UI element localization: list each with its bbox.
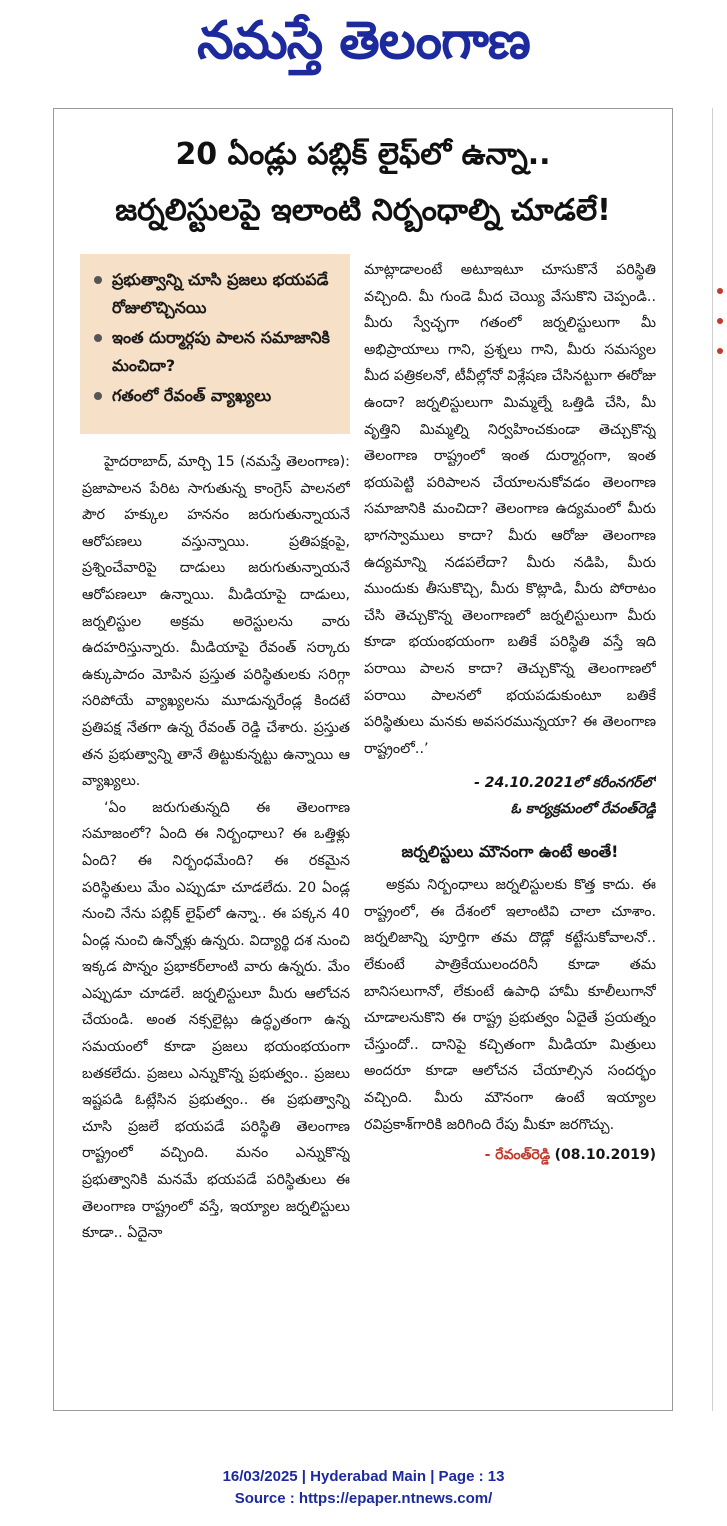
article-clipping	[53, 108, 673, 1411]
subheading: జర్నలిస్టులు మౌనంగా ఉంటే అంతే!	[401, 842, 619, 862]
byline-name: - రేవంత్‌రెడ్డి	[484, 1147, 551, 1164]
headline-line-2: జర్నలిస్టులపై ఇలాంటి నిర్బంధాల్ని చూడలే!	[115, 193, 611, 228]
adjacent-page-edge	[712, 108, 727, 1411]
highlight-item	[94, 324, 340, 380]
highlights-box	[80, 254, 350, 434]
newspaper-logo-title: నమస్తే తెలంగాణ	[197, 11, 530, 71]
edge-dot-icon	[717, 318, 723, 324]
attribution-line-1: - 24.10.2021లో కరీంనగర్‌లో	[474, 775, 656, 792]
masthead	[0, 0, 727, 86]
highlight-item	[94, 382, 340, 410]
body-paragraph: ‘ఏం జరుగుతున్నది ఈ తెలంగాణ సమాజంలో? ఏంది ఈ నిర్బంధాలు? ఈ ఒత్తిళ్లు ఏంది? ఈ నిర్బంధమేంది? ఈ రకమైన పరిస్థితులు మేం ఎప్పుడూ చూడలేదు. 20 ఏండ్ల నుంచి నేను పబ్లిక్ లైఫ్‌లో ఉన్నా.. ఈ పక్కన 40 ఏండ్ల నుంచి ఉన్నోళ్లు ఉన్నరు. విద్యార్థి దశ నుంచి ఇక్కడ పొన్నం ప్రభాకర్‌లాంటి వారు ఉన్నరు. మేం ఎప్పుడూ చూడలే. జర్నలిస్టులూ మీరు ఆలోచన చేయండి. అంత నక్సలైట్లు ఉద్ధృతంగా ఉన్న సమయంలో కూడా ప్రజలు భయంభయంగా బతకలేదు. ప్రజలు ఎన్నుకొన్న ప్రభుత్వం.. ప్రజలు ఇష్టపడి ఓట్లేసిన ప్రభుత్వం.. ఈ ప్రభుత్వాన్ని చూసి ప్రజలే భయపడే పరిస్థితి తెలంగాణ రాష్ట్రంలో వచ్చింది. మనం ఎన్నుకొన్న ప్రభుత్వానికి మనమే భయపడే పరిస్థితులు ఈ తెలంగాణ రాష్ట్రంలో వస్తే, ఇయ్యాల జర్నలిస్టులు కూడా.. ఏదైనా	[82, 799, 350, 1242]
footer-date-edition: 16/03/2025 | Hyderabad Main | Page : 13	[222, 1468, 505, 1485]
article-column-right	[364, 257, 656, 1397]
body-paragraph: మాట్లాడాలంటే అటూఇటూ చూసుకొనే పరిస్థితి వచ్చింది. మీ గుండె మీద చెయ్యి వేసుకొని చెప్పండి.. మీరు స్వేచ్ఛగా గతంలో జర్నలిస్టులుగా మీ అభిప్రాయాలు గాని, ప్రశ్నలు గాని, మీరు సమస్యల మీద పత్రికలనో, టీవీల్లోనో విశ్లేషణ చేసినట్టుగా ఈరోజు ఉందా? జర్నలిస్టులుగా మిమ్మల్నే ఒత్తిడి చేసి, మీ వృత్తిని మిమ్మల్ని నిర్వహించకుండా తెచ్చుకొన్న తెలంగాణ రాష్ట్రంలో ఇంత దుర్మార్గంగా, ఇంత భయపెట్టి పరిపాలన చేయాలనుకోవడం తెలంగాణ సమాజానికి మంచిదా? తెలంగాణ ఉద్యమంలో మీరు భాగస్వాములు కాదా? మీరు ఆరోజు తెలంగాణ ఉద్యమాన్ని నడపలేదా? మీరు నడిపి, మీరు ముందుకు తీసుకొచ్చి, మీరు కొట్లాడి, మీరు పోరాటం చేసి తెచ్చుకొన్న తెలంగాణలో జర్నలిస్టులుగా మీరు కూడా భయంభయంగా బతికే పరిస్థితి వస్తే ఇది పరాయి పాలన కాదా? తెచ్చుకొన్న తెలంగాణలో పరాయి పాలనలో భయపడుకుంటూ బతికే పరిస్థితులు మనకు అవసరమున్నయా? ఈ తెలంగాణ రాష్ట్రంలో..’	[364, 262, 656, 757]
bullet-icon	[94, 276, 102, 284]
highlight-text: ప్రభుత్వాన్ని చూసి ప్రజలు భయపడే రోజులొచ్చినయి	[112, 270, 329, 317]
headline-line-1: 20 ఏండ్లు పబ్లిక్ లైఫ్‌లో ఉన్నా..	[175, 137, 551, 172]
bullet-icon	[94, 392, 102, 400]
headline	[54, 131, 672, 235]
body-paragraph: అక్రమ నిర్బంధాలు జర్నలిస్టులకు కొత్త కాదు. ఈ రాష్ట్రంలో, ఈ దేశంలో ఇలాంటివి చాలా చూశాం. జర్నలిజాన్ని పూర్తిగా తమ దొడ్లో కట్టేసుకోవాలనో.. లేకుంటే పాత్రికేయులందరినీ కూడా తమ బానిసలుగానో, లేకుంటే ఉపాధి హామీ కూలీలుగానో చూడాలనుకొని ఈ రాష్ట్ర ప్రభుత్వం ఏదైతే ప్రయత్నం చేస్తుందో.. దానిపై కచ్చితంగా మీడియా మిత్రులు అందరూ కూడా ఆలోచన చేయాల్సిన సందర్భం వచ్చింది. మీరు మౌనంగా ఉంటే ఇయ్యాల రవిప్రకాశ్‌గారికి జరిగింది రేపు మీకూ జరగొచ్చు.	[364, 877, 656, 1133]
highlight-text: గతంలో రేవంత్ వ్యాఖ్యలు	[112, 386, 272, 405]
byline-date: (08.10.2019)	[554, 1147, 656, 1164]
edge-dot-icon	[717, 348, 723, 354]
article-column-left	[82, 449, 350, 1399]
quote-attribution	[364, 770, 656, 822]
byline	[364, 1142, 656, 1168]
attribution-line-2: ఓ కార్యక్రమంలో రేవంత్‌రెడ్డి	[510, 801, 656, 818]
highlight-item	[94, 266, 340, 322]
body-paragraph: హైదరాబాద్, మార్చి 15 (నమస్తే తెలంగాణ): ప్రజాపాలన పేరిట సాగుతున్న కాంగ్రెస్ పాలనలో పౌర హక్కుల హననం జరుగుతున్నాయనే ఆరోపణలు వస్తున్నాయి. ప్రతిపక్షంపై, ప్రశ్నించేవారిపై దాడులు జరుగుతున్నాయనే ఆరోపణలూ ఉన్నాయి. మీడియాపై దాడులు, జర్నలిస్టుల అక్రమ అరెస్టులను వారు ఉదహరిస్తున్నారు. మీడియాపై రేవంత్ సర్కారు ఉక్కుపాదం మోపిన ప్రస్తుత పరిస్థితులకు సరిగ్గా సరిపోయే వ్యాఖ్యలను మూడున్నరేండ్ల కిందటే ప్రతిపక్ష నేతగా ఉన్న రేవంత్ రెడ్డి చేశారు. ప్రస్తుత తన ప్రభుత్వాన్ని తానే తిట్టుకున్నట్టు ఉన్నాయి ఆ వ్యాఖ్యలు.	[82, 454, 350, 790]
footer-source-link[interactable]: Source : https://epaper.ntnews.com/	[234, 1490, 493, 1507]
bullet-icon	[94, 334, 102, 342]
highlight-text: ఇంత దుర్మార్గపు పాలన సమాజానికి మంచిదా?	[112, 328, 330, 375]
edge-dot-icon	[717, 288, 723, 294]
